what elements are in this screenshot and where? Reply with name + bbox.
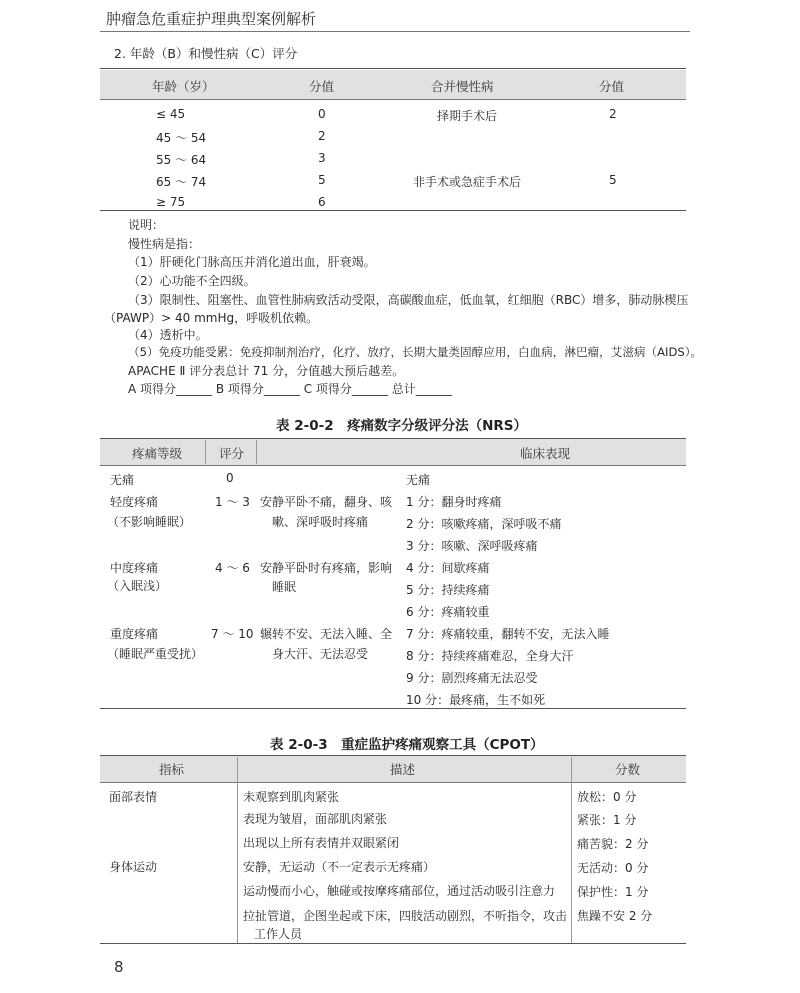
chronic-score-cell: 2 — [609, 107, 617, 121]
nrs-header-band — [100, 438, 686, 466]
nrs-item: 5 分：持续疼痛 — [406, 583, 490, 597]
nrs-score: 0 — [226, 471, 234, 485]
col-header-score-2: 分值 — [599, 79, 625, 94]
page-number: 8 — [114, 958, 124, 976]
nrs-level-sub: （入眠浅） — [107, 579, 168, 593]
note-line: 说明： — [128, 218, 165, 232]
age-score-cell: 5 — [318, 173, 326, 187]
table-top-rule — [100, 68, 686, 69]
nrs-caption: 表 2-0-2 疼痛数字分级评分法（NRS） — [276, 418, 528, 434]
age-cell: 55 ～ 64 — [156, 153, 207, 167]
nrs-header-divider — [205, 440, 206, 464]
cpot-desc: 安静，无运动（不一定表示无疼痛） — [243, 860, 436, 874]
nrs-item: 7 分：疼痛较重，翻转不安，无法入睡 — [406, 627, 610, 641]
note-line: （2）心功能不全四级。 — [128, 274, 256, 288]
table-bottom-rule — [100, 210, 686, 211]
cpot-score: 保护性：1 分 — [577, 885, 649, 899]
nrs-col-clinical: 临床表现 — [520, 446, 571, 461]
nrs-col-level: 疼痛等级 — [132, 446, 183, 461]
nrs-desc: 身大汗、无法忍受 — [272, 647, 369, 661]
nrs-col-score: 评分 — [219, 446, 245, 461]
col-header-chronic: 合并慢性病 — [431, 79, 494, 94]
nrs-score: 1 ～ 3 — [215, 495, 250, 509]
nrs-desc: 睡眠 — [272, 580, 297, 594]
age-score-cell: 3 — [318, 151, 326, 165]
cpot-desc: 出现以上所有表情并双眼紧闭 — [243, 836, 400, 850]
nrs-desc: 辗转不安、无法入睡、全 — [260, 627, 393, 641]
cpot-desc: 未观察到肌肉紧张 — [243, 790, 340, 804]
cpot-divider — [571, 757, 572, 943]
cpot-indicator: 面部表情 — [109, 790, 158, 804]
age-score-cell: 2 — [318, 129, 326, 143]
cpot-bottom-rule — [100, 943, 686, 944]
age-cell: ≥ 75 — [156, 195, 186, 209]
age-score-cell: 0 — [318, 107, 326, 121]
cpot-desc: 表现为皱眉，面部肌肉紧张 — [243, 812, 388, 826]
note-line: （4）透析中。 — [128, 328, 208, 342]
nrs-item: 2 分：咳嗽疼痛，深呼吸不痛 — [406, 517, 562, 531]
cpot-caption: 表 2-0-3 重症监护疼痛观察工具（CPOT） — [270, 737, 544, 753]
nrs-level-sub: （不影响睡眠） — [107, 515, 192, 529]
nrs-item: 4 分：间歇疼痛 — [406, 561, 490, 575]
note-line: 慢性病是指： — [128, 237, 201, 251]
note-score-fields: A 项得分______ B 项得分______ C 项得分______ 总计______ — [128, 382, 452, 396]
note-line: APACHE Ⅱ 评分表总计 71 分，分值越大预后越差。 — [128, 364, 405, 378]
col-header-score: 分值 — [309, 79, 335, 94]
cpot-col-description: 描述 — [390, 762, 416, 777]
nrs-item: 8 分：持续疼痛难忍，全身大汗 — [406, 649, 574, 663]
age-cell: 65 ～ 74 — [156, 175, 207, 189]
cpot-score: 放松：0 分 — [577, 790, 637, 804]
nrs-desc: 嗽、深呼吸时疼痛 — [272, 515, 369, 529]
cpot-divider — [237, 757, 238, 943]
nrs-level: 重度疼痛 — [110, 627, 159, 641]
nrs-desc: 安静平卧时有疼痛，影响 — [260, 561, 393, 575]
age-cell: 45 ～ 54 — [156, 131, 207, 145]
note-line: （1）肝硬化门脉高压并消化道出血，肝衰竭。 — [128, 255, 376, 269]
age-score-cell: 6 — [318, 195, 326, 209]
chronic-cell: 非手术或急症手术后 — [413, 175, 522, 189]
header-rule — [100, 31, 690, 32]
nrs-score: 7 ～ 10 — [211, 627, 254, 641]
cpot-col-score: 分数 — [615, 762, 641, 777]
note-line: （PAWP）> 40 mmHg，呼吸机依赖。 — [104, 311, 319, 325]
nrs-level-sub: （睡眠严重受扰） — [107, 647, 204, 661]
nrs-item: 3 分：咳嗽、深呼吸疼痛 — [406, 539, 538, 553]
cpot-desc: 拉扯管道，企图坐起或下床，四肢活动剧烈，不听指令，攻击 — [243, 909, 568, 923]
section-title: 2. 年龄（B）和慢性病（C）评分 — [114, 46, 298, 61]
nrs-level: 中度疼痛 — [110, 561, 159, 575]
cpot-score: 焦躁不安 2 分 — [577, 909, 653, 923]
cpot-score: 痛苦貌：2 分 — [577, 837, 649, 851]
cpot-desc: 运动慢而小心，触碰或按摩疼痛部位，通过活动吸引注意力 — [243, 884, 556, 898]
nrs-item: 1 分：翻身时疼痛 — [406, 495, 502, 509]
age-cell: ≤ 45 — [156, 107, 186, 121]
chronic-score-cell: 5 — [609, 173, 617, 187]
nrs-desc: 安静平卧不痛，翻身、咳 — [260, 495, 393, 509]
cpot-score: 无活动：0 分 — [577, 861, 649, 875]
cpot-desc: 工作人员 — [254, 927, 303, 941]
col-header-age: 年龄（岁） — [152, 79, 215, 94]
nrs-level: 无痛 — [110, 473, 135, 487]
note-line: （3）限制性、阻塞性、血管性肺病致活动受限，高碳酸血症，低血氧，红细胞（RBC）增多，肺动脉楔压 — [128, 293, 689, 307]
cpot-col-indicator: 指标 — [159, 762, 185, 777]
nrs-header-divider — [256, 440, 257, 464]
cpot-indicator: 身体运动 — [109, 860, 158, 874]
running-header: 肿瘤急危重症护理典型案例解析 — [106, 10, 317, 28]
note-line: （5）免疫功能受累：免疫抑制剂治疗，化疗、放疗，长期大量类固醇应用，白血病，淋巴瘤，艾滋病（AIDS）。 — [128, 345, 703, 359]
nrs-item: 9 分：剧烈疼痛无法忍受 — [406, 671, 538, 685]
chronic-cell: 择期手术后 — [437, 109, 498, 123]
nrs-bottom-rule — [100, 708, 686, 709]
nrs-level: 轻度疼痛 — [110, 495, 159, 509]
nrs-item: 6 分：疼痛较重 — [406, 605, 490, 619]
nrs-score: 4 ～ 6 — [215, 561, 250, 575]
nrs-item: 10 分：最疼痛，生不如死 — [406, 693, 546, 707]
nrs-item: 无痛 — [406, 473, 431, 487]
cpot-score: 紧张：1 分 — [577, 813, 637, 827]
